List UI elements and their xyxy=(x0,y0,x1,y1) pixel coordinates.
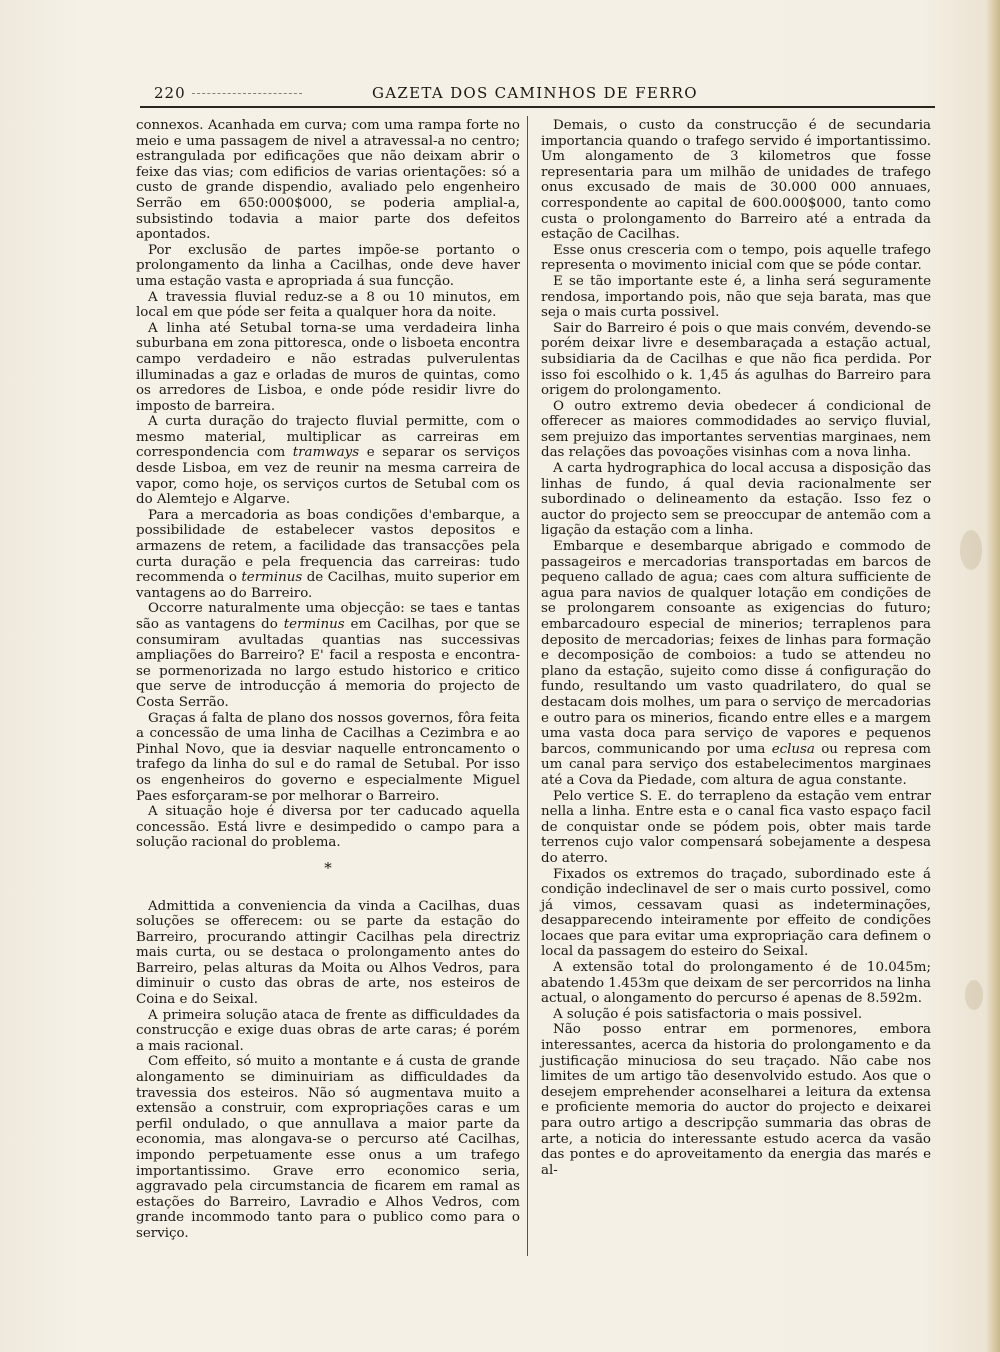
paragraph: connexos. Acanhada em curva; com uma rampa forte no meio e uma passagem de nivel a atravessal-a no centro; estrangulada por edificações que não deixam abrir o feixe das vias; com edificios de varias orientações: só a custo de grande dispendio, avaliado pelo engenheiro Serrão em 650:000$000, se poderia amplial-a, subsistindo todavia a maior parte dos defeitos apontados. xyxy=(136,118,520,243)
right-column xyxy=(541,118,931,1178)
paragraph: A curta duração do trajecto fluvial permitte, com o mesmo material, multiplicar as carreiras em correspondencia com tramways e separar os serviços desde Lisboa, em vez de reunir na mesma carreira de vapor, como hoje, os serviços curtos de Setubal com os do Alemtejo e Algarve. xyxy=(136,414,520,508)
paragraph: O outro extremo devia obedecer á condicional de offerecer as maiores commodidades ao serviço fluvial, sem prejuizo das importantes serventias marginaes, nem das relações das povoações visinhas com a nova linha. xyxy=(541,398,931,461)
italic-term: terminus xyxy=(283,617,345,632)
page-number: 220 xyxy=(154,84,186,102)
paragraph: Graças á falta de plano dos nossos governos, fôra feita a concessão de uma linha de Cacilhas a Cezimbra e ao Pinhal Novo, que ia desviar naquelle entroncamento o trafego da linha do sul e do ramal de Setubal. Por isso os engenheiros do governo e especialmente Miguel Paes esforçaram-se por melhorar o Barreiro. xyxy=(136,710,520,804)
paragraph: A carta hydrographica do local accusa a disposição das linhas de fundo, á qual devia racionalmente ser subordinado o delineamento da estação. Isso fez o auctor do projecto sem se preoccupar de antemão com a ligação da estação com a linha. xyxy=(541,461,931,539)
journal-title: GAZETA DOS CAMINHOS DE FERRO xyxy=(372,84,698,102)
paragraph: A situação hoje é diversa por ter caducado aquella concessão. Está livre e desimpedido o campo para a solução racional do problema. xyxy=(136,804,520,851)
paragraph: Para a mercadoria as boas condições d'embarque, a possibilidade de estabelecer vastos depositos e armazens de retem, a facilidade das transacções pela curta duração e pela frequencia das carreiras: tudo recommenda o terminus de Cacilhas, muito superior em vantagens ao do Barreiro. xyxy=(136,507,520,601)
paragraph: Sair do Barreiro é pois o que mais convém, devendo-se porém deixar livre e desembaraçada a estação actual, subsidiaria da de Cacilhas e que não fica perdida. Por isso foi escolhido o k. 1,45 ás agulhas do Barreiro para origem do prolongamento. xyxy=(541,320,931,399)
paragraph: Fixados os extremos do traçado, subordinado este á condição indeclinavel de ser o mais curto possivel, como já vimos, cessavam quasi as indeterminações, desapparecendo inteiramente por effeito de condições locaes que para evitar uma expropriação cara definem o local da passagem do esteiro do Seixal. xyxy=(541,866,931,960)
paragraph: Não posso entrar em pormenores, embora interessantes, acerca da historia do prolongamento e da justificação minuciosa do seu traçado. Não cabe nos limites de um artigo tão desenvolvido estudo. Aos que o desejem emprehender aconselharei a leitura da extensa e proficiente memoria do auctor do projecto e deixarei para outro artigo a descripção summaria das obras de arte, a noticia do interessante estudo acerca da vasão das pontes e do aproveitamento da energia das marés e al- xyxy=(541,1022,931,1178)
paper-stain xyxy=(960,530,982,570)
paragraph: A linha até Setubal torna-se uma verdadeira linha suburbana em zona pittoresca, onde o lisboeta encontra campo verdadeiro e não estradas pulverulentas illuminadas a gaz e orladas de muros de quintas, como os arredores de Lisboa, e onde póde residir livre do imposto de barreira. xyxy=(136,320,520,414)
paragraph: Por exclusão de partes impõe-se portanto o prolongamento da linha a Cacilhas, onde deve haver uma estação vasta e apropriada á sua funcção. xyxy=(136,242,520,289)
paper-edge xyxy=(986,0,1000,1352)
italic-term: terminus xyxy=(241,570,303,586)
paragraph: Admittida a conveniencia da vinda a Cacilhas, duas soluções se offerecem: ou se parte da estação do Barreiro, procurando attingir Cacilhas pela directriz mais curta, ou se destaca o prolongamento antes do Barreiro, pelas alturas da Moita ou Alhos Vedros, para diminuir o custo das obras de arte, nos esteiros de Coina e do Seixal. xyxy=(136,898,520,1008)
italic-term: eclusa xyxy=(771,741,815,757)
paper-stain xyxy=(965,980,983,1010)
running-header xyxy=(140,80,935,106)
paragraph: A extensão total do prolongamento é de 10.045m; abatendo 1.453m que deixam de ser percorridos na linha actual, o alongamento do percurso é apenas de 8.592m. xyxy=(541,960,931,1007)
paragraph: E se tão importante este é, a linha será seguramente rendosa, importando pois, não que seja barata, mas que seja o mais curta possivel. xyxy=(541,273,931,321)
paragraph: A solução é pois satisfactoria o mais possivel. xyxy=(553,1006,863,1022)
section-asterisk: * xyxy=(324,858,332,877)
paragraph: Demais, o custo da construcção é de secundaria importancia quando o trafego servido é importantissimo. Um alongamento de 3 kilometros que fosse representaria para um milhão de unidades de trafego onus excusado de mais de 30.000 000 annuaes, correspondente ao capital de 600.000$000, tanto como custa o prolongamento do Barreiro até a entrada da estação de Cacilhas. xyxy=(541,118,931,243)
paragraph: Pelo vertice S. E. do terrapleno da estação vem entrar nella a linha. Entre esta e o canal fica vasto espaço facil de conquistar onde se pódem pois, obter mais tarde terrenos cujo valor compensará sobejamente a despesa do aterro. xyxy=(541,788,931,866)
paragraph: Occorre naturalmente uma objecção: se taes e tantas são as vantagens do terminus em Cacilhas, por que se consumiram avultadas quantias nas successivas ampliações do Barreiro? E' facil a resposta e encontra-se pormenorizada no largo estudo historico e critico que serve de introducção á memoria do projecto de Costa Serrão. xyxy=(136,601,520,710)
paragraph: Embarque e desembarque abrigado e commodo de passageiros e mercadorias transportadas em barcos de pequeno callado de agua; caes com altura sufficiente de agua para navios de qualquer lotação em condições de se prolongarem consoante as exigencias do futuro; embarcadouro especial de minerios; terraplenos para deposito de mercadorias; feixes de linhas para formação e decomposição de comboios: a tudo se attendeu no plano da estação, sujeito como disse á configuração do fundo, resultando um vasto quadrilatero, do qual se destacam dois molhes, um para o serviço de mercadorias e outro para os minerios, ficando entre elles e a margem uma vasta doca para serviço de vapores e pequenos barcos, communicando por uma eclusa ou represa com um canal para serviço dos estabelecimentos marginaes até a Cova da Piedade, com altura de agua constante. xyxy=(541,539,931,788)
left-column xyxy=(136,118,520,1242)
paragraph: A travessia fluvial reduz-se a 8 ou 10 minutos, em local em que póde ser feita a qualquer hora da noite. xyxy=(136,289,520,321)
paragraph: A primeira solução ataca de frente as difficuldades da construcção e exige duas obras de arte caras; é porém a mais racional. xyxy=(136,1007,520,1054)
paragraph: Esse onus cresceria com o tempo, pois aquelle trafego representa o movimento inicial com que se póde contar. xyxy=(541,242,931,274)
paragraph: Com effeito, só muito a montante e á custa de grande alongamento se diminuiriam as difficuldades da travessia dos esteiros. Não só augmentava muito a extensão a construir, com expropriações caras e um perfil ondulado, o que annullava a maior parte da economia, mas alongava-se o percurso até Cacilhas, impondo perpetuamente esse onus a um trafego importantissimo. Grave erro economico seria, aggravado pela circumstancia de ficarem em ramal as estações do Barreiro, Lavradio e Alhos Vedros, com grande incommodo tanto para o publico como para o serviço. xyxy=(136,1054,520,1241)
header-dash xyxy=(192,93,302,94)
column-divider xyxy=(527,116,528,1256)
header-rule xyxy=(140,106,935,108)
italic-term: tramways xyxy=(292,445,360,461)
